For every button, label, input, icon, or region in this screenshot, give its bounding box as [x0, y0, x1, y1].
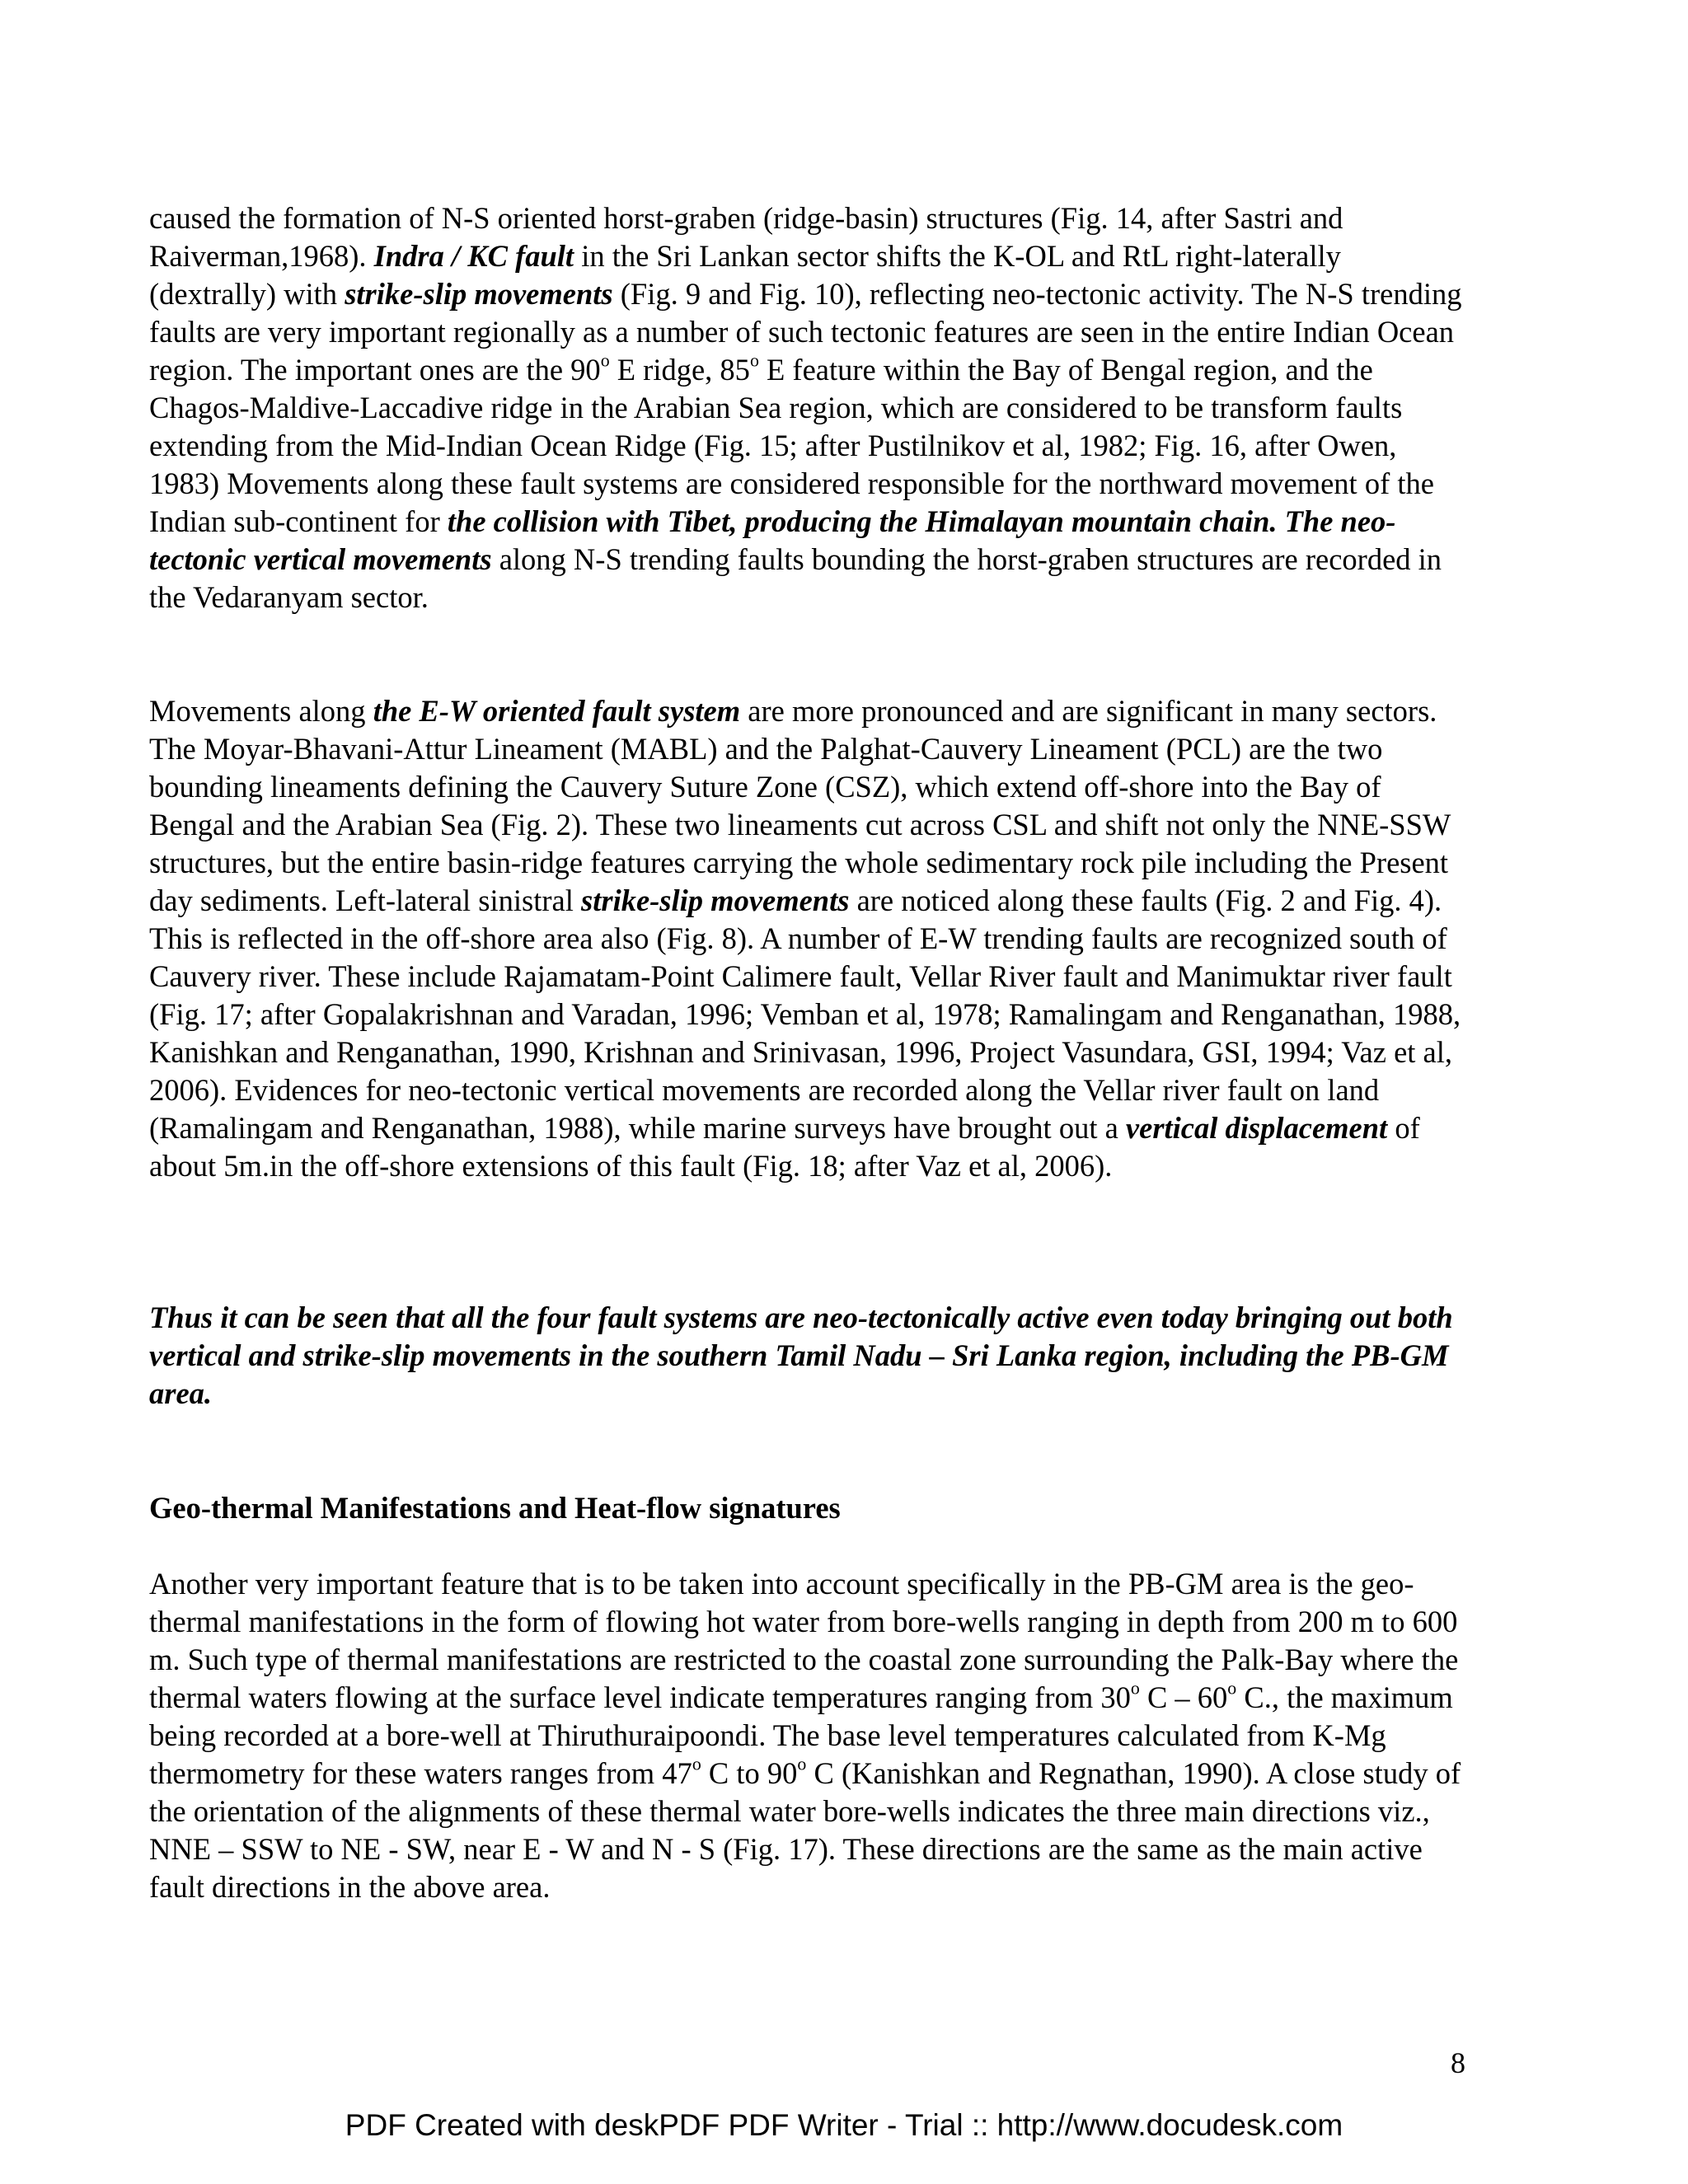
paragraph-ew-faults — [149, 692, 1468, 1185]
text-run: caused the formation of N-S oriented horst-graben (ridge-basin) structures (Fig. 14, after Sastri and Raiverman,1968). — [149, 201, 1343, 273]
text-run: of about 5m.in the off-shore extensions of this fault (Fig. 18; after Vaz et al, 2006). — [149, 1111, 1420, 1183]
degree-superscript: o — [600, 349, 610, 371]
emphasis-text: strike-slip movements — [345, 277, 613, 311]
emphasis-text: strike-slip movements — [581, 883, 850, 917]
paragraph-ns-faults — [149, 199, 1468, 616]
emphasis-text: the collision with Tibet, producing the Himalayan mountain chain. The neo-tectonic vertical movements — [149, 504, 1396, 576]
pdf-trial-footer: PDF Created with deskPDF PDF Writer - Trial :: http://www.docudesk.com — [345, 2108, 1343, 2142]
degree-superscript: o — [1130, 1677, 1140, 1699]
degree-superscript: o — [749, 349, 759, 371]
section-heading: Geo-thermal Manifestations and Heat-flow signatures — [149, 1491, 841, 1525]
text-run: E feature within the Bay of Bengal region, and the Chagos-Maldive-Laccadive ridge in the Arabian Sea region, which are considered to be transform faults extending from the Mid-Indian Ocean Ridge (Fig. 15; after Pustilnikov et al, 1982; Fig. 16, after Owen, 1983) Movements along these fault systems are considered responsible for the northward movement of the Indian sub-continent for — [149, 353, 1434, 538]
degree-superscript: o — [692, 1753, 701, 1774]
text-run: are noticed along these faults (Fig. 2 and Fig. 4). This is reflected in the off-shore area also (Fig. 8). A number of E-W trending faults are recognized south of Cauvery river. These include Rajamatam-Point Calimere fault, Vellar River fault and Manimuktar river fault (Fig. 17; after Gopalakrishnan and Varadan, 1996; Vemban et al, 1978; Ramalingam and Renganathan, 1988, Kanishkan and Renganathan, 1990, Krishnan and Srinivasan, 1996, Project Vasundara, GSI, 1994; Vaz et al, 2006). Evidences for neo-tectonic vertical movements are recorded along the Vellar river fault on land (Ramalingam and Renganathan, 1988), while marine surveys have brought out a — [149, 883, 1461, 1145]
degree-superscript: o — [797, 1753, 807, 1774]
text-run: C – 60 — [1139, 1680, 1228, 1714]
paragraph-conclusion — [149, 1299, 1468, 1413]
text-run: are more pronounced and are significant in many sectors. The Moyar-Bhavani-Attur Lineament (MABL) and the Palghat-Cauvery Lineament (PCL) are the two bounding lineaments defining the Cauvery Suture Zone (CSZ), which extend off-shore into the Bay of Bengal and the Arabian Sea (Fig. 2). These two lineaments cut across CSL and shift not only the NNE-SSW structures, but the entire basin-ridge features carrying the whole sedimentary rock pile including the Present day sediments. Left-lateral sinistral — [149, 694, 1451, 917]
text-run: in the Sri Lankan sector shifts the K-OL and RtL right-laterally (dextrally) with — [149, 239, 1341, 311]
emphasis-text: Indra / KC fault — [373, 239, 574, 273]
emphasis-text: vertical displacement — [1125, 1111, 1388, 1145]
text-run: Another very important feature that is to be taken into account specifically in the PB-GM area is the geo-thermal manifestations in the form of flowing hot water from bore-wells ranging in depth from 200 m to 600 m. Such type of thermal manifestations are restricted to the coastal zone surrounding the Palk-Bay where the thermal waters flowing at the surface level indicate temperatures ranging from 30 — [149, 1567, 1459, 1714]
text-run: E ridge, 85 — [609, 353, 750, 387]
text-run: (Fig. 9 and Fig. 10), reflecting neo-tectonic activity. The N-S trending faults are very important regionally as a number of such tectonic features are seen in the entire Indian Ocean region. The important ones are the 90 — [149, 277, 1462, 387]
text-run: along N-S trending faults bounding the horst-graben structures are recorded in the Vedaranyam sector. — [149, 542, 1442, 614]
text-run: C to 90 — [701, 1756, 798, 1790]
conclusion-text: Thus it can be seen that all the four fault systems are neo-tectonically active even today bringing out both vertical and strike-slip movements in the southern Tamil Nadu – Sri Lanka region, including the PB-GM area. — [149, 1301, 1453, 1410]
text-run: C., the maximum being recorded at a bore-well at Thiruthuraipoondi. The base level temperatures calculated from K-Mg thermometry for these waters ranges from 47 — [149, 1680, 1453, 1790]
emphasis-text: the E-W oriented fault system — [373, 694, 741, 728]
paragraph-geothermal — [149, 1565, 1468, 1906]
page-number: 8 — [1451, 2046, 1465, 2079]
text-run: C (Kanishkan and Regnathan, 1990). A close study of the orientation of the alignments of these thermal water bore-wells indicates the three main directions viz., NNE – SSW to NE - SW, near E - W and N - S (Fig. 17). These directions are the same as the main active fault directions in the above area. — [149, 1756, 1461, 1904]
text-run: Movements along — [149, 694, 373, 728]
degree-superscript: o — [1227, 1677, 1237, 1699]
